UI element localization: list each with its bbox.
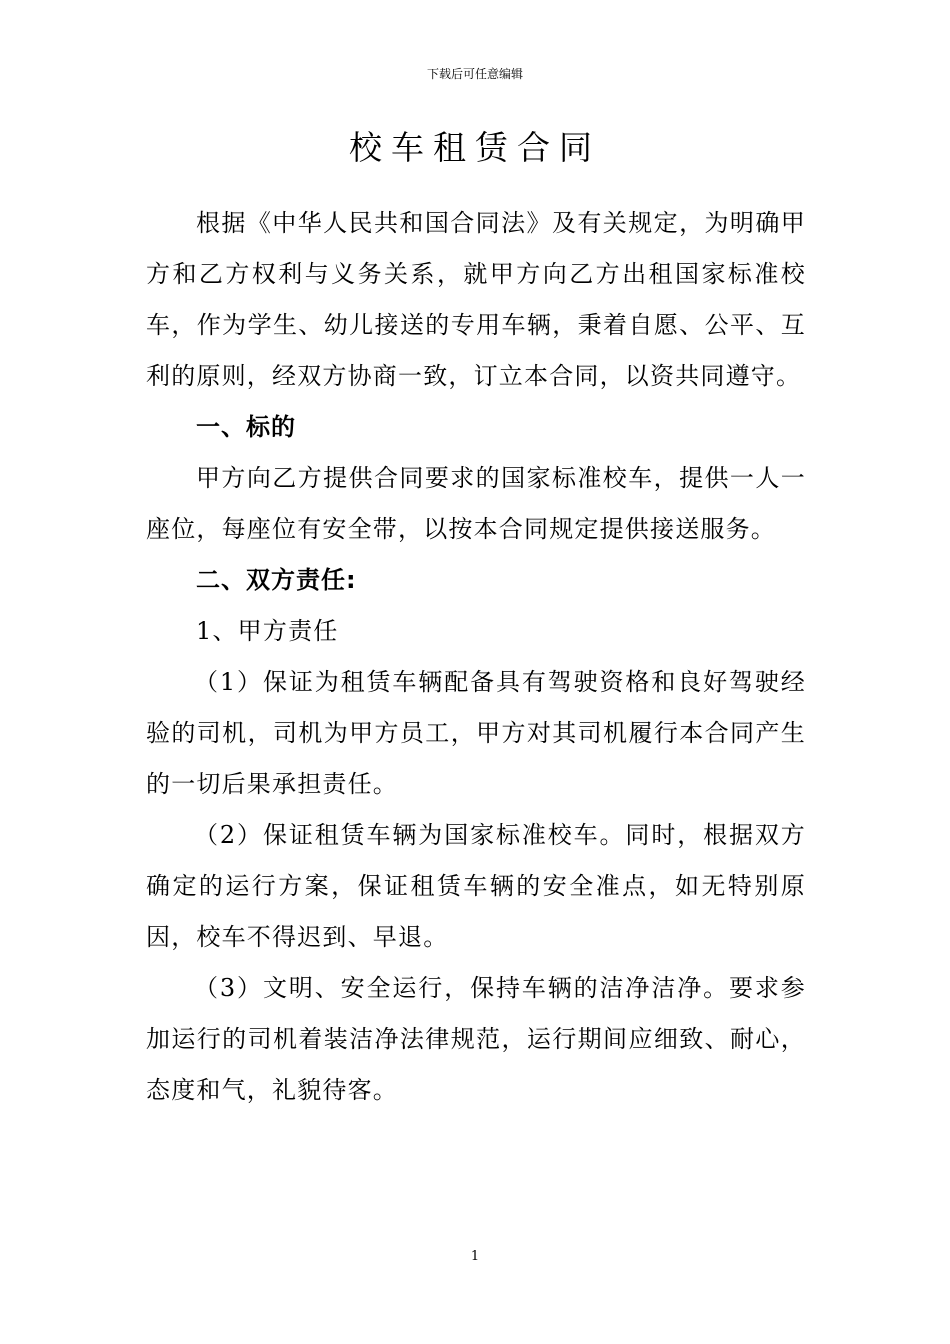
intro-paragraph: 根据《中华人民共和国合同法》及有关规定，为明确甲方和乙方权利与义务关系，就甲方向乙方出租国家标准校车，作为学生、幼儿接送的专用车辆，秉着自愿、公平、互利的原则，经双方协商一致，订立本合同，以资共同遵守。 — [146, 209, 806, 390]
subject-paragraph: 甲方向乙方提供合同要求的国家标准校车，提供一人一座位，每座位有安全带，以按本合同规定提供接送服务。 — [146, 464, 806, 543]
document-title: 校车租赁合同 — [349, 128, 601, 167]
clause-item-2: （2）保证租赁车辆为国家标准校车。同时，根据双方确定的运行方案，保证租赁车辆的安全准点，如无特别原因，校车不得迟到、早退。 — [146, 821, 806, 951]
document-body — [146, 198, 806, 1116]
section-heading-responsibilities: 二、双方责任: — [196, 566, 357, 594]
header-note: 下载后可任意编辑 — [426, 67, 523, 81]
clause-item-3: （3）文明、安全运行，保持车辆的洁净洁净。要求参加运行的司机着装洁净法律规范，运行期间应细致、耐心，态度和气，礼貌待客。 — [146, 974, 806, 1104]
clause-item-1: （1）保证为租赁车辆配备具有驾驶资格和良好驾驶经验的司机，司机为甲方员工，甲方对其司机履行本合同产生的一切后果承担责任。 — [146, 668, 806, 798]
section-heading-subject: 一、标的 — [196, 413, 296, 441]
party-a-responsibilities-heading: 1、甲方责任 — [196, 617, 339, 645]
page-number: 1 — [470, 1249, 480, 1264]
